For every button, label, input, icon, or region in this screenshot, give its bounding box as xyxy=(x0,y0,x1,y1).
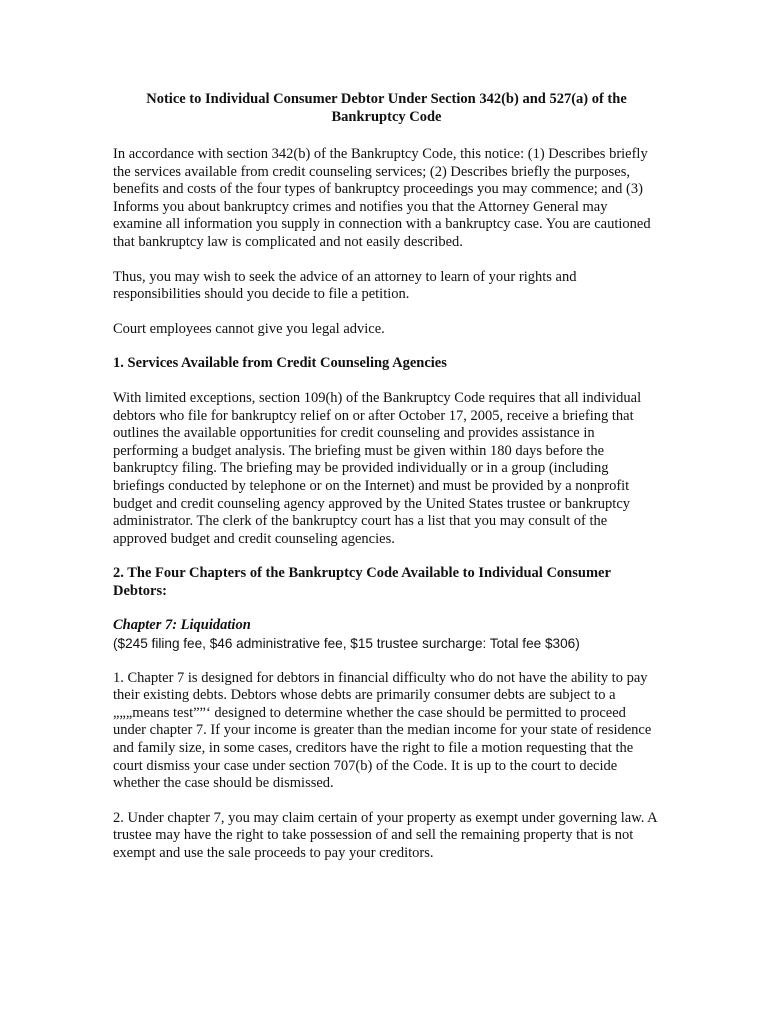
intro-paragraph: In accordance with section 342(b) of the Bankruptcy Code, this notice: (1) Describes briefly the services available from credit counseling services; (2) Describes briefly the purposes, benefits and costs of the four types of bankruptcy proceedings you may commence; and (3) Informs you about bankruptcy crimes and notifies you that the Attorney General may examine all information you supply in connection with a bankruptcy case. You are cautioned that bankruptcy law is complicated and not easily described. xyxy=(113,146,651,250)
section-2-heading: 2. The Four Chapters of the Bankruptcy Code Available to Individual Consumer Debtors: xyxy=(113,565,611,599)
section-1-body: With limited exceptions, section 109(h) of the Bankruptcy Code requires that all individual debtors who file for bankruptcy relief on or after October 17, 2005, receive a briefing that outlines the available opportunities for credit counseling and provides assistance in performing a budget analysis. The briefing must be given within 180 days before the bankruptcy filing. The briefing may be provided individually or in a group (including briefings conducted by telephone or on the Internet) and must be provided by a nonprofit budget and credit counseling agency approved by the United States trustee or bankruptcy administrator. The clerk of the bankruptcy court has a list that you may consult of the approved budget and credit counseling agencies. xyxy=(113,389,642,547)
chapter-7-fees: ($245 filing fee, $46 administrative fee, $15 trustee surcharge: Total fee $306) xyxy=(113,636,580,652)
chapter-7-paragraph-1: 1. Chapter 7 is designed for debtors in financial difficulty who do not have the ability to pay their existing debts. Debtors whose debts are primarily consumer debts are subject to a „„„means test””‘ designed to determine whether the case should be permitted to proceed under chapter 7. If your income is greater than the median income for your state of residence and family size, in some cases, creditors have the right to file a motion requesting that the court dismiss your case under section 707(b) of the Code. It is up to the court to decide whether the case should be dismissed. xyxy=(113,669,652,792)
document-title: Notice to Individual Consumer Debtor Under Section 342(b) and 527(a) of the Bankruptcy Code xyxy=(146,91,627,125)
advice-paragraph: Thus, you may wish to seek the advice of an attorney to learn of your rights and responsibilities should you decide to file a petition. xyxy=(113,268,577,303)
chapter-7-title: Chapter 7: Liquidation xyxy=(113,617,251,634)
chapter-7-block xyxy=(113,617,660,652)
section-1-heading: 1. Services Available from Credit Counseling Agencies xyxy=(113,355,447,372)
court-note-paragraph: Court employees cannot give you legal advice. xyxy=(113,320,385,337)
chapter-7-paragraph-2: 2. Under chapter 7, you may claim certain of your property as exempt under governing law. A trustee may have the right to take possession of and sell the remaining property that is not exempt and use the sale proceeds to pay your creditors. xyxy=(113,809,657,861)
